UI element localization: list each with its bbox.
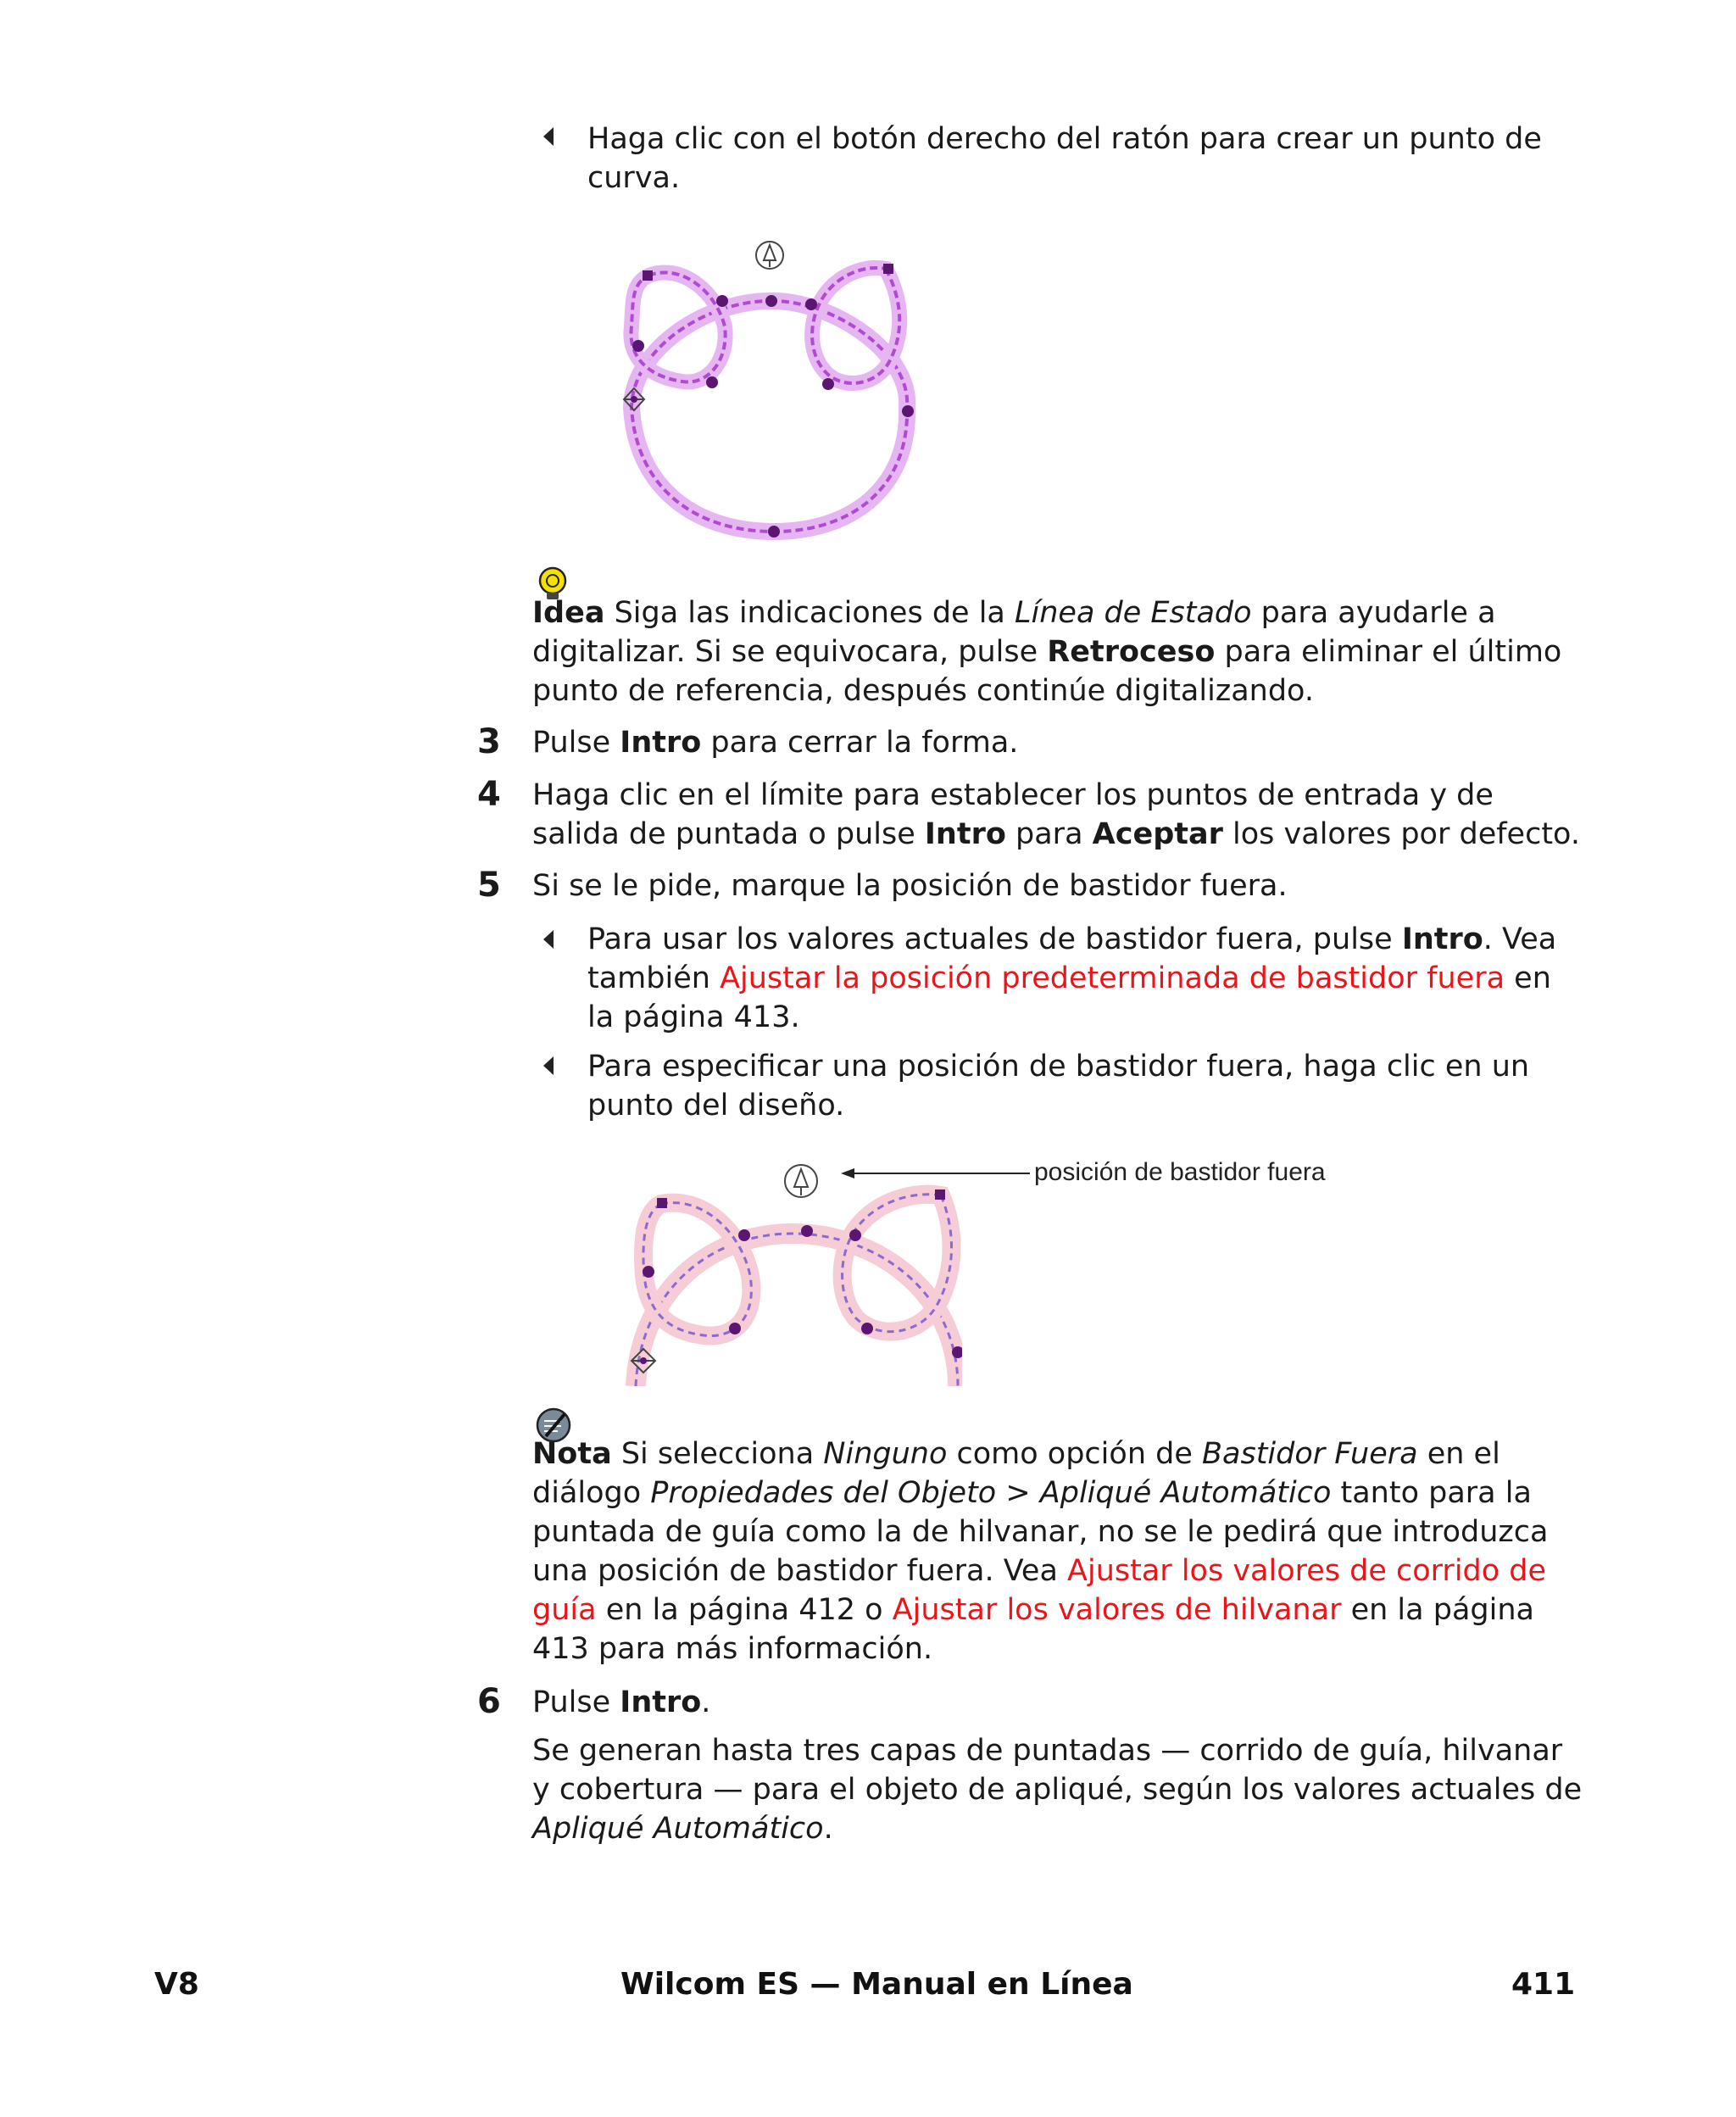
note-paragraph: Nota Si selecciona Ninguno como opción de Bastidor Fuera en el diálogo Propiedades del Objeto > Apliqué Automático tanto para la puntada de guía como la de hilvanar, no se le pedirá que introduzca una posición de bastidor fuera. Vea Ajustar los valores de corrido de guía en la página 412 o Ajustar los valores de hilvanar en la página 413 para más información. — [532, 1437, 1549, 1666]
bullet-arrow-icon — [543, 930, 554, 949]
link-frame-out-default[interactable]: Ajustar la posición predeterminada de bastidor fuera — [720, 961, 1505, 995]
step-6-description: Se generan hasta tres capas de puntadas — corrido de guía, hilvanar y cobertura — para el objeto de apliqué, según los valores actuales de Apliqué Automático. — [532, 1734, 1583, 1846]
frame-out-icon — [785, 1165, 817, 1197]
footer-version: V8 — [154, 1967, 199, 2002]
frame-out-icon — [756, 242, 783, 269]
appliqué-curve-figure — [615, 233, 928, 547]
step-number: 5 — [477, 866, 501, 905]
stitch-outline — [636, 1195, 958, 1386]
bullet-specify-position: Para especificar una posición de bastidor fuera, haga clic en un punto del diseño. — [587, 1050, 1530, 1123]
step-3-text: Pulse Intro para cerrar la forma. — [532, 726, 1019, 760]
step-5-text: Si se le pide, marque la posición de bastidor fuera. — [532, 869, 1288, 903]
step-6-text: Pulse Intro. — [532, 1685, 711, 1719]
step-number: 3 — [477, 722, 501, 761]
bullet-current-values: Para usar los valores actuales de bastidor fuera, pulse Intro. Vea también Ajustar la posición predeterminada de bastidor fuera en la página 413. — [587, 922, 1557, 1034]
link-tack-values[interactable]: Ajustar los valores de hilvanar — [892, 1593, 1342, 1627]
link-guide-run-values[interactable]: Ajustar los valores de corrido de guía — [532, 1554, 1547, 1627]
frame-out-figure — [623, 1157, 962, 1386]
bullet-curve-point: Haga clic con el botón derecho del ratón para crear un punto de curva. — [587, 122, 1542, 195]
bullet-arrow-icon — [543, 127, 554, 146]
footer-title: Wilcom ES — Manual en Línea — [620, 1967, 1133, 2002]
footer-page-number: 411 — [1511, 1967, 1576, 2002]
step-4-text: Haga clic en el límite para establecer los puntos de entrada y de salida de puntada o pulse Intro para Aceptar los valores por defecto. — [532, 778, 1580, 851]
tip-paragraph: Idea Siga las indicaciones de la Línea de Estado para ayudarle a digitalizar. Si se equivocara, pulse Retroceso para eliminar el último punto de referencia, después continúe digitalizando. — [532, 596, 1562, 708]
step-number: 6 — [477, 1682, 501, 1721]
bullet-arrow-icon — [543, 1056, 554, 1075]
frame-out-callout: posición de bastidor fuera — [1034, 1158, 1326, 1186]
step-number: 4 — [477, 775, 501, 814]
callout-arrow — [839, 1163, 1034, 1184]
stitch-outline — [631, 268, 907, 532]
